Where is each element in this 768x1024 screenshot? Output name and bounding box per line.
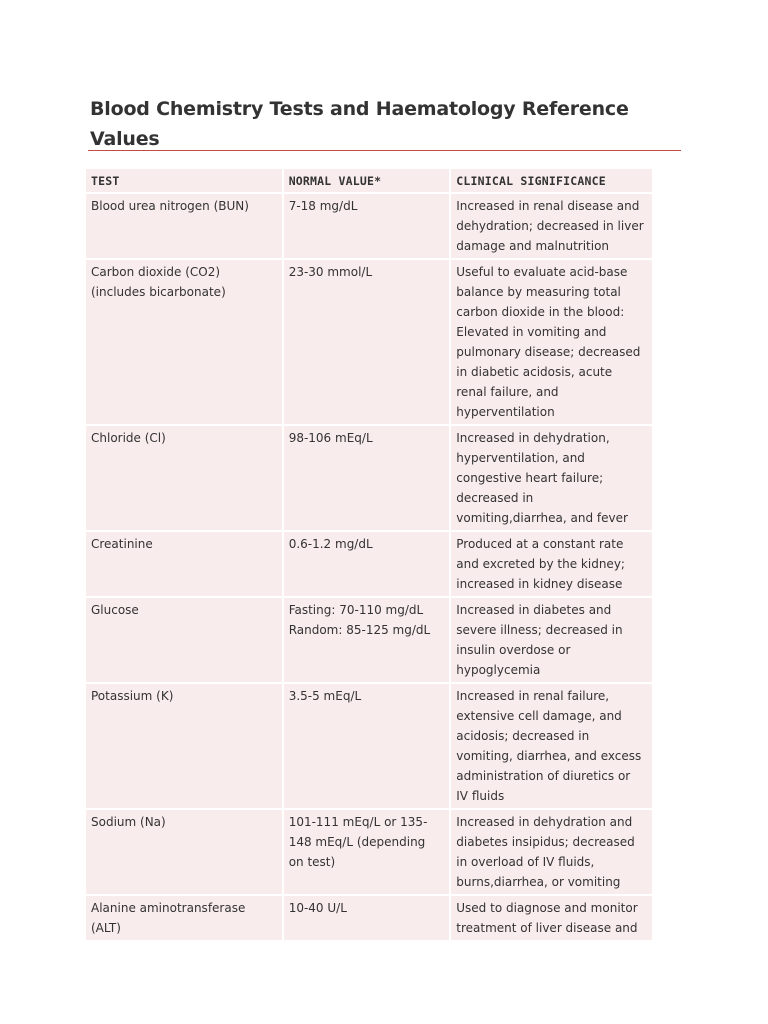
normal-value: 0.6-1.2 mg/dL — [284, 530, 450, 596]
page-title: Blood Chemistry Tests and Haematology Reference Values — [90, 98, 629, 150]
table-row — [86, 682, 652, 808]
normal-value: 10-40 U/L — [284, 894, 450, 940]
clinical-significance: Increased in dehydration, hyperventilation, and congestive heart failure; decreased in vomiting,diarrhea, and fever — [451, 424, 652, 530]
reference-values-table — [84, 169, 654, 940]
header-normal-value: NORMAL VALUE* — [284, 169, 450, 192]
table-header-row — [86, 169, 652, 192]
table-row — [86, 424, 652, 530]
test-name: Potassium (K) — [86, 682, 282, 808]
table-row — [86, 894, 652, 940]
test-name: Creatinine — [86, 530, 282, 596]
clinical-significance: Increased in renal failure, extensive cell damage, and acidosis; decreased in vomiting, diarrhea, and excess administration of diuretics or IV fluids — [451, 682, 652, 808]
title-underline — [88, 150, 681, 151]
clinical-significance: Used to diagnose and monitor treatment of liver disease and — [451, 894, 652, 940]
test-name: Chloride (Cl) — [86, 424, 282, 530]
header-clinical-significance: CLINICAL SIGNIFICANCE — [451, 169, 652, 192]
test-name: Carbon dioxide (CO2) (includes bicarbonate) — [86, 258, 282, 424]
table-row — [86, 192, 652, 258]
normal-value: 101-111 mEq/L or 135-148 mEq/L (depending on test) — [284, 808, 450, 894]
clinical-significance: Increased in renal disease and dehydration; decreased in liver damage and malnutrition — [451, 192, 652, 258]
clinical-significance: Produced at a constant rate and excreted by the kidney; increased in kidney disease — [451, 530, 652, 596]
test-name: Glucose — [86, 596, 282, 682]
clinical-significance: Increased in dehydration and diabetes insipidus; decreased in overload of IV fluids, burns,diarrhea, or vomiting — [451, 808, 652, 894]
header-test: TEST — [86, 169, 282, 192]
table-row — [86, 808, 652, 894]
normal-value: 23-30 mmol/L — [284, 258, 450, 424]
test-name: Blood urea nitrogen (BUN) — [86, 192, 282, 258]
table-row — [86, 596, 652, 682]
table-row — [86, 258, 652, 424]
test-name: Sodium (Na) — [86, 808, 282, 894]
normal-value: 7-18 mg/dL — [284, 192, 450, 258]
clinical-significance: Useful to evaluate acid-base balance by measuring total carbon dioxide in the blood: Elevated in vomiting and pulmonary disease; decreased in diabetic acidosis, acute renal failure, and hyperventilation — [451, 258, 652, 424]
test-name: Alanine aminotransferase (ALT) — [86, 894, 282, 940]
clinical-significance: Increased in diabetes and severe illness; decreased in insulin overdose or hypoglycemia — [451, 596, 652, 682]
normal-value: Fasting: 70-110 mg/dL Random: 85-125 mg/dL — [284, 596, 450, 682]
normal-value: 98-106 mEq/L — [284, 424, 450, 530]
table-row — [86, 530, 652, 596]
normal-value: 3.5-5 mEq/L — [284, 682, 450, 808]
